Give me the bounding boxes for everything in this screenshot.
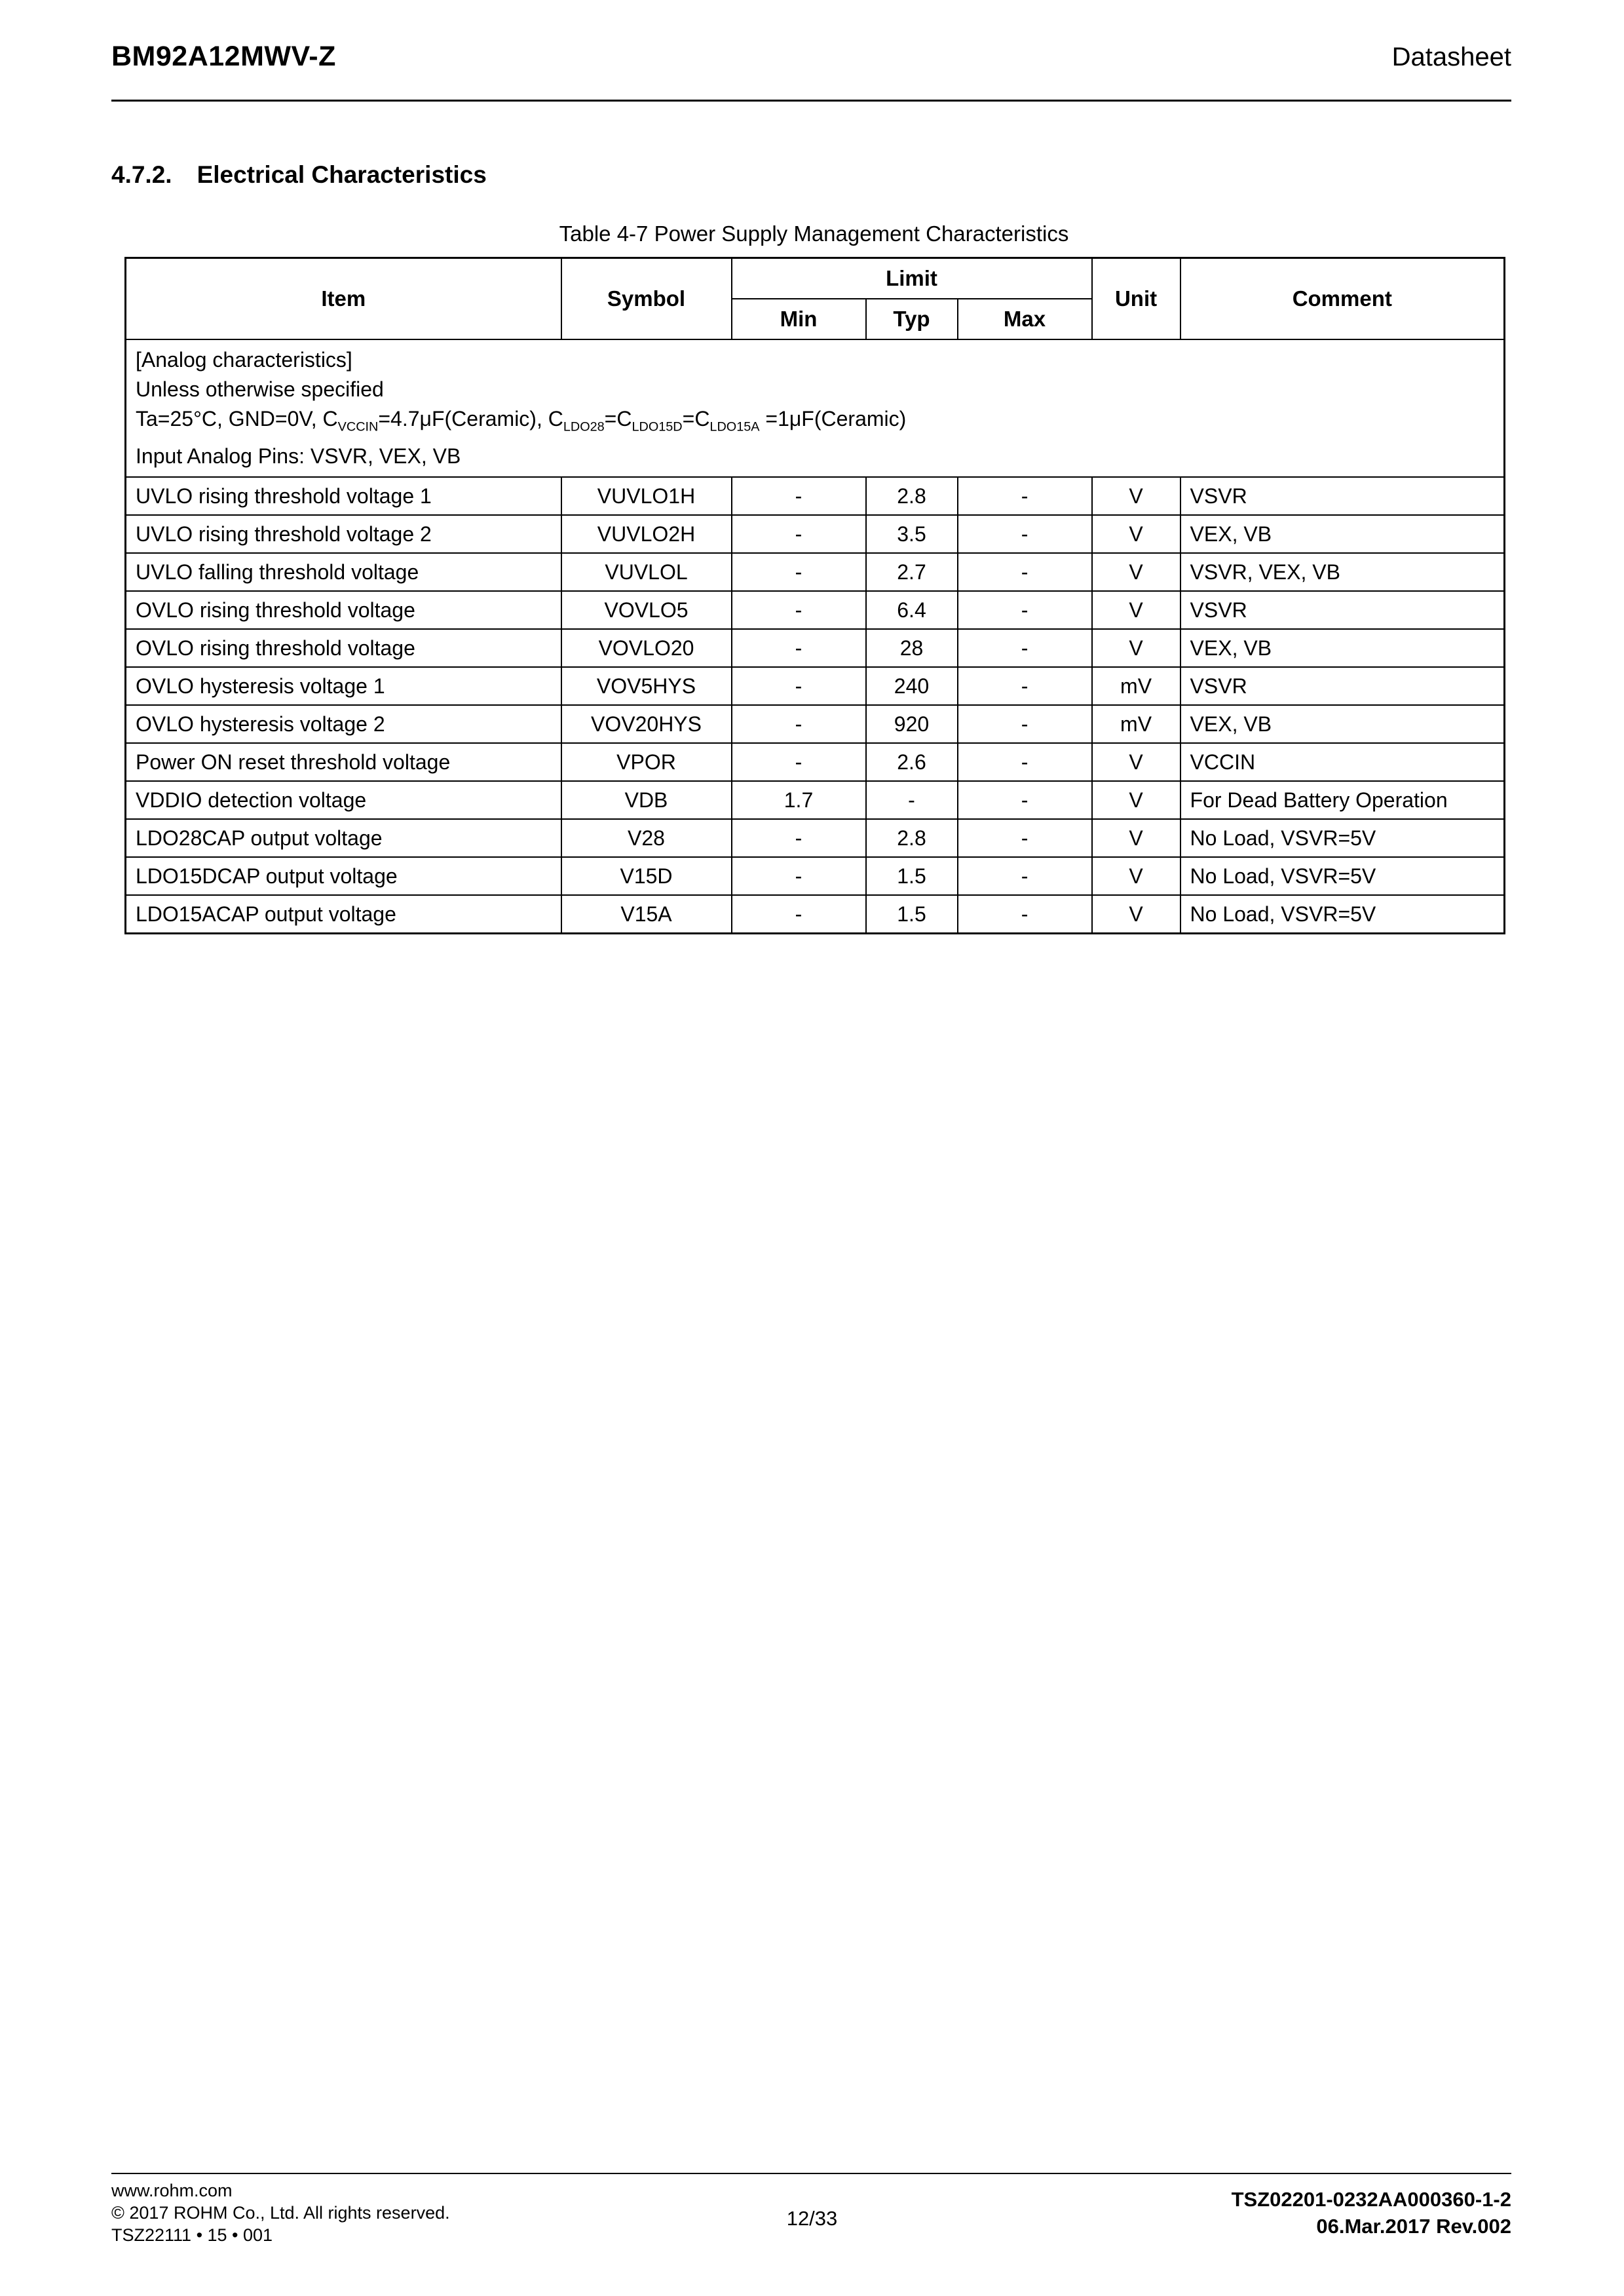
table-cell: VPOR [561, 743, 732, 781]
footer-right [1232, 2186, 1511, 2240]
table-conditions [126, 339, 1505, 477]
table-cell: VOVLO5 [561, 591, 732, 629]
table-cell: 920 [866, 705, 958, 743]
table-cell: No Load, VSVR=5V [1180, 895, 1505, 934]
section-title: Electrical Characteristics [197, 161, 487, 188]
table-cell: UVLO rising threshold voltage 2 [126, 515, 561, 553]
header-unit: Unit [1092, 258, 1180, 340]
table-row [126, 743, 1505, 781]
table-cell: - [732, 629, 866, 667]
table-cell: - [732, 477, 866, 515]
page-header [111, 41, 1511, 73]
characteristics-table [124, 257, 1505, 934]
table-cell: 6.4 [866, 591, 958, 629]
table-cell: - [732, 895, 866, 934]
table-row [126, 591, 1505, 629]
condition-line: [Analog characteristics] [136, 348, 352, 372]
table-cell: VDDIO detection voltage [126, 781, 561, 819]
table-cell: VUVLOL [561, 553, 732, 591]
table-cell: V [1092, 895, 1180, 934]
table-cell: No Load, VSVR=5V [1180, 857, 1505, 895]
table-row [126, 781, 1505, 819]
table-cell: UVLO rising threshold voltage 1 [126, 477, 561, 515]
table-cell: V15D [561, 857, 732, 895]
table-cell: - [958, 857, 1092, 895]
table-row [126, 553, 1505, 591]
conditions-row [126, 339, 1505, 477]
table-cell: Power ON reset threshold voltage [126, 743, 561, 781]
header-comment: Comment [1180, 258, 1505, 340]
table-cell: VSVR, VEX, VB [1180, 553, 1505, 591]
table-cell: 1.5 [866, 857, 958, 895]
header-min: Min [732, 299, 866, 339]
table-row [126, 515, 1505, 553]
table-cell: V [1092, 781, 1180, 819]
condition-line: Input Analog Pins: VSVR, VEX, VB [136, 444, 461, 469]
table-cell: VOV5HYS [561, 667, 732, 705]
table-cell: V [1092, 629, 1180, 667]
footer-copyright: © 2017 ROHM Co., Ltd. All rights reserved. [111, 2203, 450, 2223]
table-cell: VEX, VB [1180, 705, 1505, 743]
table-cell: - [732, 857, 866, 895]
footer-revision: 06.Mar.2017 Rev.002 [1316, 2215, 1511, 2238]
table-cell: V [1092, 819, 1180, 857]
table-row [126, 477, 1505, 515]
table-cell: V28 [561, 819, 732, 857]
table-row [126, 705, 1505, 743]
table-cell: LDO15DCAP output voltage [126, 857, 561, 895]
table-row [126, 895, 1505, 934]
table-cell: VSVR [1180, 667, 1505, 705]
table-cell: - [732, 515, 866, 553]
table-cell: - [958, 477, 1092, 515]
table-cell: - [958, 629, 1092, 667]
table-cell: VEX, VB [1180, 629, 1505, 667]
condition-line: Ta=25°C, GND=0V, $C_{VCCIN}=4.7\mu F(Ceramic)$, $C_{LDO28}=C_{LDO15D}=C_{LDO15A}$ =1μF(Ceramic) [136, 407, 907, 434]
table-cell: VDB [561, 781, 732, 819]
table-cell: - [958, 781, 1092, 819]
header-max: Max [958, 299, 1092, 339]
table-cell: OVLO rising threshold voltage [126, 629, 561, 667]
table-cell: V [1092, 857, 1180, 895]
table-cell: 1.7 [732, 781, 866, 819]
page-number: 12/33 [786, 2207, 838, 2230]
table-cell: 3.5 [866, 515, 958, 553]
table-body [126, 339, 1505, 934]
header-item: Item [126, 258, 561, 340]
table-cell: - [958, 515, 1092, 553]
header-symbol: Symbol [561, 258, 732, 340]
table-cell: 1.5 [866, 895, 958, 934]
table-cell: 2.8 [866, 819, 958, 857]
table-cell: - [732, 705, 866, 743]
footer-tsz-number: TSZ02201-0232AA000360-1-2 [1231, 2188, 1511, 2211]
footer-url: www.rohm.com [111, 2181, 233, 2200]
table-cell: VSVR [1180, 477, 1505, 515]
table-cell: LDO28CAP output voltage [126, 819, 561, 857]
table-cell: V [1092, 743, 1180, 781]
table-cell: 2.6 [866, 743, 958, 781]
table-cell: - [732, 743, 866, 781]
table-cell: VOVLO20 [561, 629, 732, 667]
table-cell: UVLO falling threshold voltage [126, 553, 561, 591]
table-row [126, 667, 1505, 705]
table-cell: - [958, 667, 1092, 705]
table-wrap [124, 257, 1505, 934]
header-limit: Limit [732, 258, 1092, 299]
table-cell: OVLO hysteresis voltage 2 [126, 705, 561, 743]
section-heading [111, 161, 487, 189]
table-cell: - [732, 667, 866, 705]
condition-line: Unless otherwise specified [136, 377, 384, 401]
table-cell: VUVLO1H [561, 477, 732, 515]
header-divider [111, 100, 1511, 102]
table-cell: LDO15ACAP output voltage [126, 895, 561, 934]
table-cell: V15A [561, 895, 732, 934]
table-cell: No Load, VSVR=5V [1180, 819, 1505, 857]
table-cell: mV [1092, 705, 1180, 743]
table-row [126, 629, 1505, 667]
table-cell: - [732, 553, 866, 591]
doc-type-label: Datasheet [1391, 43, 1511, 71]
footer-divider [111, 2173, 1511, 2174]
table-cell: V [1092, 515, 1180, 553]
table-cell: VSVR [1180, 591, 1505, 629]
table-cell: 28 [866, 629, 958, 667]
section-number: 4.7.2. [111, 161, 172, 188]
table-row [126, 819, 1505, 857]
table-cell: 2.8 [866, 477, 958, 515]
table-cell: VUVLO2H [561, 515, 732, 553]
table-cell: - [866, 781, 958, 819]
table-cell: - [958, 591, 1092, 629]
table-cell: - [732, 819, 866, 857]
table-caption: Table 4-7 Power Supply Management Characteristics [559, 221, 1069, 246]
table-cell: - [958, 743, 1092, 781]
table-cell: V [1092, 591, 1180, 629]
table-cell: VOV20HYS [561, 705, 732, 743]
table-head [126, 258, 1505, 340]
header-typ: Typ [866, 299, 958, 339]
table-cell: OVLO rising threshold voltage [126, 591, 561, 629]
table-cell: 2.7 [866, 553, 958, 591]
doc-title: BM92A12MWV-Z [111, 41, 336, 72]
table-cell: - [958, 553, 1092, 591]
table-cell: - [958, 705, 1092, 743]
table-cell: OVLO hysteresis voltage 1 [126, 667, 561, 705]
table-cell: V [1092, 553, 1180, 591]
header-row-1 [126, 258, 1505, 299]
table-cell: For Dead Battery Operation [1180, 781, 1505, 819]
table-cell: - [958, 819, 1092, 857]
table-cell: mV [1092, 667, 1180, 705]
table-cell: VEX, VB [1180, 515, 1505, 553]
table-cell: 240 [866, 667, 958, 705]
table-row [126, 857, 1505, 895]
table-cell: - [958, 895, 1092, 934]
table-cell: VCCIN [1180, 743, 1505, 781]
table-cell: V [1092, 477, 1180, 515]
footer-doc-code: TSZ22111 • 15 • 001 [111, 2225, 273, 2245]
table-cell: - [732, 591, 866, 629]
